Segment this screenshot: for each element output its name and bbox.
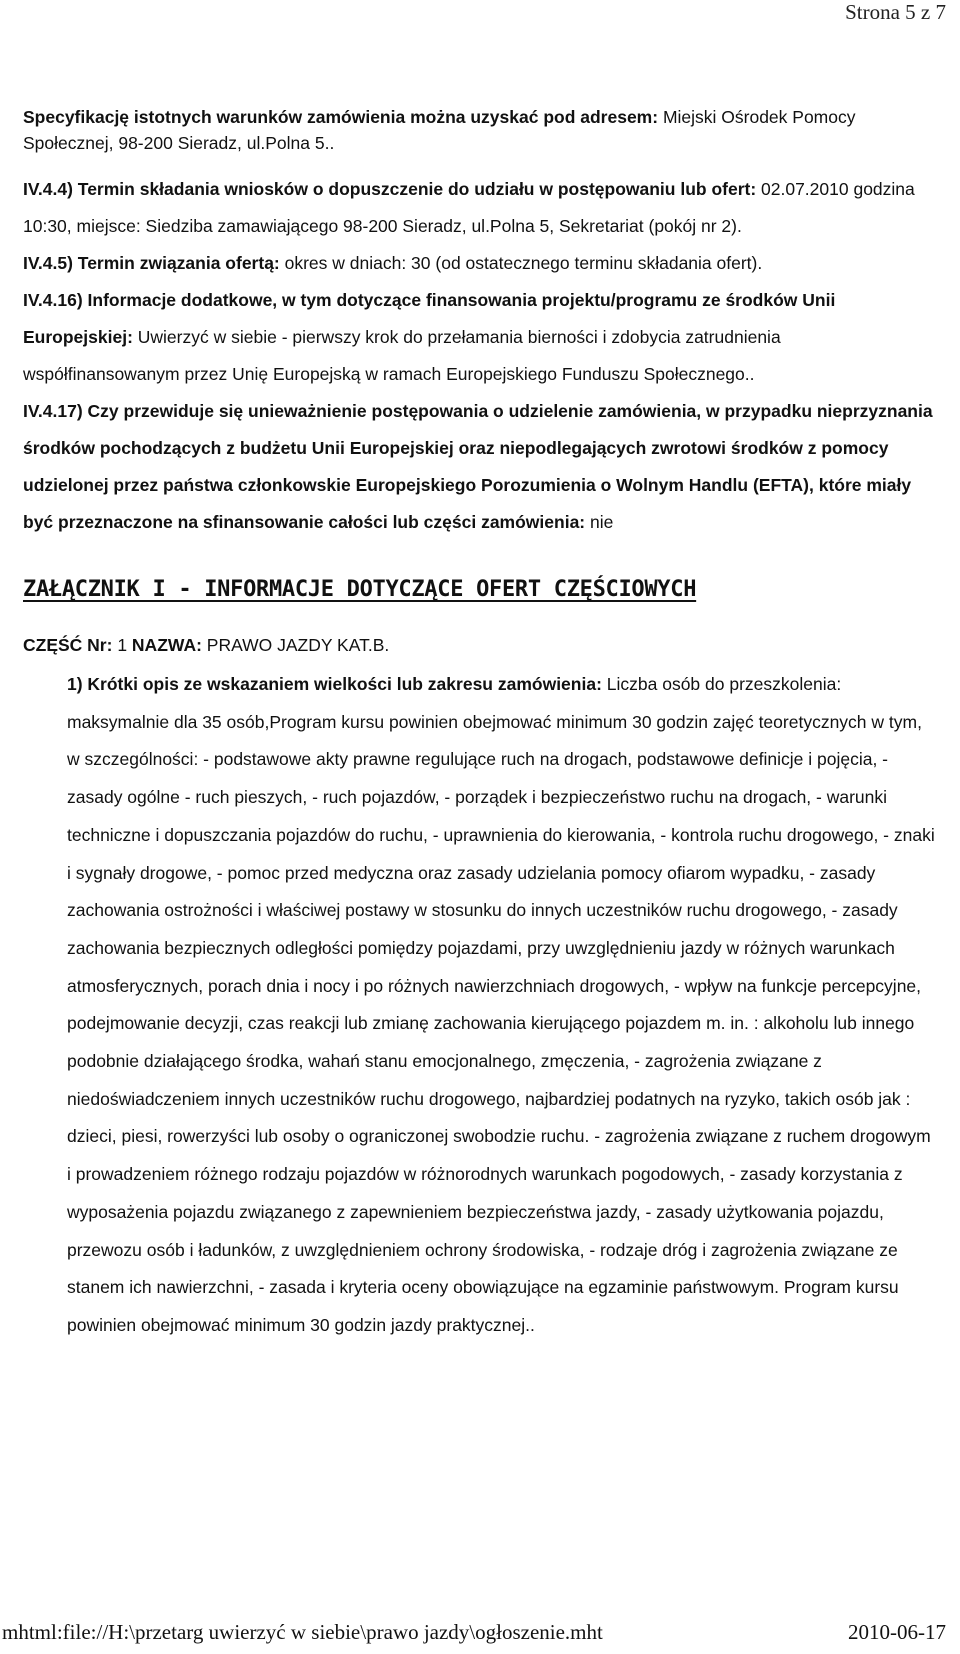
document-body xyxy=(23,104,938,1345)
additional-info-paragraph xyxy=(23,282,938,393)
footer-url: mhtml:file://H:\przetarg uwierzyć w siebie\prawo jazdy\ogłoszenie.mht xyxy=(2,1620,603,1644)
annex-heading: ZAŁĄCZNIK I - INFORMACJE DOTYCZĄCE OFERT CZĘŚCIOWYCH xyxy=(23,577,697,602)
spec-label: Specyfikację istotnych warunków zamówienia można uzyskać pod adresem: xyxy=(23,107,659,127)
annulment-value: nie xyxy=(585,512,614,532)
deadline-value: 02.07.2010 godzina 10:30, miejsce: Siedziba zamawiającego 98-200 Sieradz, ul.Polna 5, Sekretariat (pokój nr 2). xyxy=(23,179,915,236)
page-number: Strona 5 z 7 xyxy=(845,0,946,24)
part-number: 1 xyxy=(112,635,132,655)
deadline-paragraph xyxy=(23,171,938,245)
additional-info-value: Uwierzyć w siebie - pierwszy krok do przełamania bierności i zdobycia zatrudnienia współfinansowanym przez Unię Europejską w ramach Europejskiego Funduszu Społecznego.. xyxy=(23,327,781,384)
name-label: NAZWA: xyxy=(131,635,202,655)
annulment-paragraph xyxy=(23,393,938,541)
spec-value: Miejski Ośrodek Pomocy Społecznej, 98-200 Sieradz, ul.Polna 5.. xyxy=(23,107,856,153)
annulment-label: IV.4.17) Czy przewiduje się unieważnienie postępowania o udzielenie zamówienia, w przypadku nieprzyznania środków pochodzących z budżetu Unii Europejskiej oraz niepodlegających zwrotowi środków z pomocy udzielonej przez państwa członkowskie Europejskiego Porozumienia o Wolnym Handlu (EFTA), które miały być przeznaczone na sfinansowanie całości lub części zamówienia: xyxy=(23,401,933,532)
binding-paragraph xyxy=(23,245,938,282)
scope-description xyxy=(23,666,938,1345)
footer-date: 2010-06-17 xyxy=(848,1620,946,1644)
binding-value: okres w dniach: 30 (od ostatecznego terminu składania ofert). xyxy=(279,253,763,273)
part-label: CZĘŚĆ Nr: xyxy=(23,635,113,655)
part-line xyxy=(23,632,938,658)
scope-label: 1) Krótki opis ze wskazaniem wielkości lub zakresu zamówienia: xyxy=(67,674,602,694)
deadline-label: IV.4.4) Termin składania wniosków o dopuszczenie do udziału w postępowaniu lub ofert: xyxy=(23,179,757,199)
spec-paragraph xyxy=(23,104,938,156)
binding-label: IV.4.5) Termin związania ofertą: xyxy=(23,253,280,273)
name-value: PRAWO JAZDY KAT.B. xyxy=(201,635,390,655)
scope-value: Liczba osób do przeszkolenia: maksymalnie dla 35 osób,Program kursu powinien obejmować minimum 30 godzin zajęć teoretycznych w tym, w szczególności: - podstawowe akty prawne regulujące ruch na drogach, podstawowe definicje i pojęcia, - zasady ogólne - ruch pieszych, - ruch pojazdów, - porządek i bezpieczeństwo ruchu na drogach, - warunki techniczne i dopuszczania pojazdów do ruchu, - uprawnienia do kierowania, - kontrola ruchu drogowego, - znaki i sygnały drogowe, - pomoc przed medyczna oraz zasady udzielania pomocy ofiarom wypadku, - zasady zachowania ostrożności i właściwej postawy w stosunku do innych uczestników ruchu drogowego, - zasady zachowania bezpiecznych odległości pomiędzy pojazdami, przy uwzględnieniu jazdy w różnych warunkach atmosferycznych, porach dnia i nocy i po różnych nawierzchniach drogowych, - wpływ na funkcje percepcyjne, podejmowanie decyzji, czas reakcji lub zmianę zachowania kierującego pojazdem m. in. : alkoholu lub innego podobnie działającego środka, wahań stanu emocjonalnego, zmęczenia, - zagrożenia związane z niedoświadczeniem innych uczestników ruchu drogowego, najbardziej podatnych na ryzyko, takich osób jak : dzieci, piesi, rowerzyści lub osoby o ograniczonej swobodzie ruchu. - zagrożenia związane z ruchem drogowym i prowadzeniem różnego rodzaju pojazdów w różnorodnych warunkach pogodowych, - zasady korzystania z wyposażenia pojazdu związanego z zapewnieniem bezpieczeństwa jazdy, - zasady użytkowania pojazdu, przewozu osób i ładunków, z uwzględnieniem ochrony środowiska, - rodzaje dróg i zagrożenia związane ze stanem ich nawierzchni, - zasada i kryteria oceny obowiązujące na egzaminie państwowym. Program kursu powinien obejmować minimum 30 godzin jazdy praktycznej.. xyxy=(67,674,935,1335)
additional-info-label: IV.4.16) Informacje dodatkowe, w tym dotyczące finansowania projektu/programu ze środków Unii Europejskiej: xyxy=(23,290,836,347)
